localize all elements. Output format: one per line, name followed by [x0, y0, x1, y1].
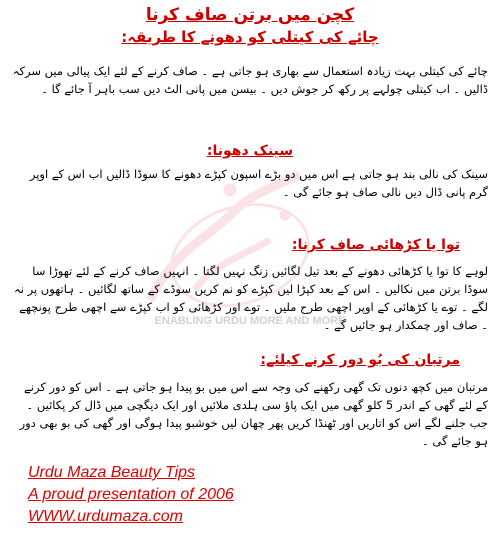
section-body-sink: سینک کی نالی بند ہو جاتی ہے اس میں دو بڑے اسپون کپڑے دھونے کا سوڈا ڈالیں اب اس کے اوپر گرم پانی ڈال دیں نالی صاف ہو جائے گی ۔ [29, 167, 488, 199]
footer-brand-link[interactable]: Urdu Maza Beauty Tips [28, 464, 196, 481]
section-body-kettle: چائے کی کیتلی بہت زیادہ استعمال سے بھاری ہو جاتی ہے ۔ صاف کرنے کے لئے ایک پیالی میں سرکہ ڈالیں ۔ اب کیتلی چولہے پر رکھ کر جوش دیں ۔ بیسن میں پانی الٹ دیں سب باہر آ جائے گا ۔ [12, 64, 488, 96]
section-heading-sink: سینک دھونا: [206, 143, 294, 159]
section-body-tawa: لوہے کا توا یا کڑھائی دھونے کے بعد تیل لگائیں زنگ نہیں لگتا ۔ انہیں صاف کرنے کے لئے تھوڑا سا سوڈا برتن میں نکالیں ۔ اس کے بعد کپڑا لیں کپڑے کو نم کریں سوڈے کے ساتھ لگائیں ۔ ہاتھوں پر نہ لگے ۔ توے یا کڑھائی کے اوپر اچھی طرح ملیں ۔ توے اور کڑھائی کو اب کپڑے سے اچھی طرح پونچھے ۔ صاف اور چمکدار ہو جائیں گے ۔ [14, 264, 488, 332]
section-heading-kettle: چائے کی کیتلی کو دھونے کا طریقہ: [121, 28, 379, 46]
page-title: کچن میں برتن صاف کرنا [145, 5, 355, 25]
footer-website-link[interactable]: WWW.urdumaza.com [28, 508, 183, 525]
watermark-tagline: ENABLING URDU MORE AND MORE [154, 315, 346, 327]
section-heading-tawa: توا یا کڑھائی صاف کرنا: [291, 237, 460, 253]
footer-presentation-link[interactable]: A proud presentation of 2006 [28, 486, 234, 503]
section-body-jar: مرتبان میں کچھ دنوں تک گھی رکھنے کی وجہ سے اس میں بو پیدا ہو جاتی ہے ۔ اس کو دور کرنے کے لئے گھی کے اندر 5 کلو گھی میں ایک پاؤ سی ہلدی ملائیں اور ایک دیگچی میں ڈال کر پکائیں ۔ جب جلنے لگے اس کو اتاریں اور ٹھنڈا کریں پھر چھان لیں خوشبو پیدا ہوگی اور گھی کی بو بھی دور ہو جائے گی ۔ [19, 380, 488, 448]
section-heading-jar: مرتبان کی بُو دور کرنے کیلئے: [260, 352, 460, 368]
